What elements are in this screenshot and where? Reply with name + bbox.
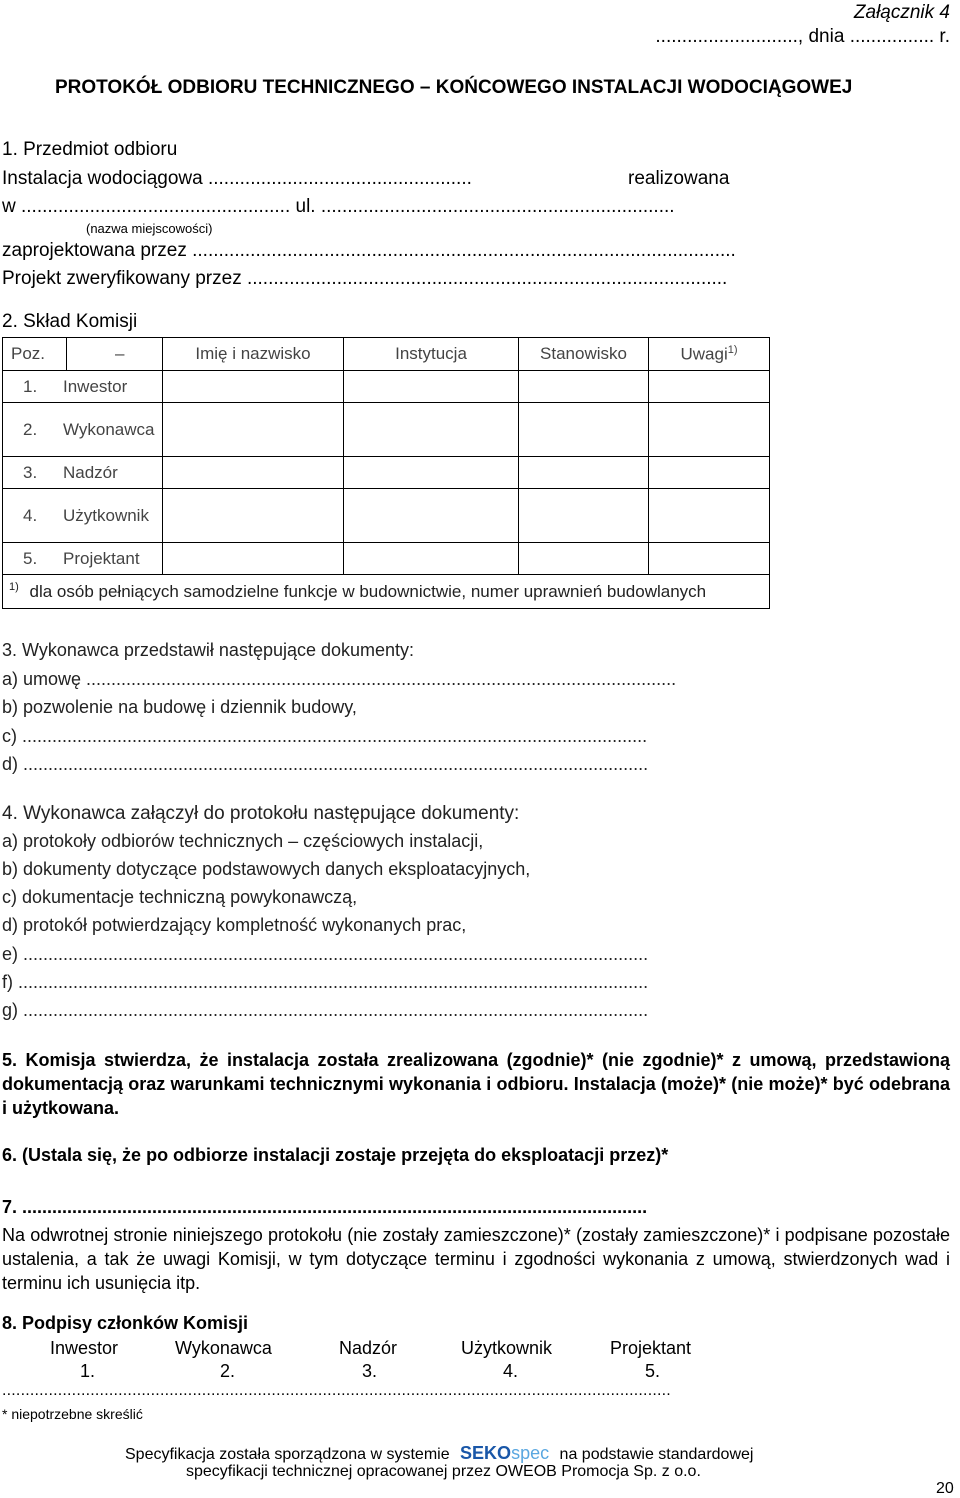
row-role: Projektant: [63, 548, 140, 568]
signature-number: 1.: [80, 1361, 96, 1381]
footer-line2: specyfikacji technicznej opracowanej przez OWEOB Promocja Sp. z o.o.: [186, 1463, 701, 1480]
logo-seko: SEKO: [460, 1443, 512, 1463]
section1-line4: Projekt zweryfikowany przez ...........................................................................................: [2, 268, 728, 289]
footer-line1: [125, 1443, 753, 1464]
section1-line2: w ................................................... ul. ...................................................................: [2, 196, 675, 217]
section3-item: d) .............................................................................................................................: [2, 754, 649, 774]
cell: [519, 403, 649, 457]
section4-item: b) dokumenty dotyczące podstawowych danych eksploatacyjnych,: [2, 859, 531, 879]
section8-heading: 8. Podpisy członków Komisji: [2, 1313, 249, 1333]
section3-item: a) umowę ......................................................................................................................: [2, 669, 677, 689]
signature-name: Nadzór: [339, 1338, 398, 1358]
section3-heading: 3. Wykonawca przedstawił następujące dokumenty:: [2, 640, 415, 660]
section3-item: c) .............................................................................................................................: [2, 726, 648, 746]
committee-table: [2, 337, 770, 609]
signature-number: 3.: [362, 1361, 378, 1381]
cell: [163, 403, 344, 457]
col-position: Stanowisko: [519, 338, 649, 371]
row-role: Nadzór: [63, 462, 118, 482]
cell: [649, 543, 770, 575]
table-footnote: [3, 575, 770, 609]
cell: [649, 403, 770, 457]
section4-item: g) .............................................................................................................................: [2, 1000, 649, 1020]
cell: [344, 403, 519, 457]
col-institution: Instytucja: [344, 338, 519, 371]
signature-name: Inwestor: [50, 1338, 119, 1358]
cell: [344, 457, 519, 489]
section1-line1: Instalacja wodociągowa ..................................................: [2, 168, 472, 189]
cell: [519, 489, 649, 543]
row-number: 5.: [23, 548, 38, 568]
section4-item: e) .............................................................................................................................: [2, 944, 649, 964]
document-title: PROTOKÓŁ ODBIORU TECHNICZNEGO – KOŃCOWEGO INSTALACJI WODOCIĄGOWEJ: [55, 77, 853, 98]
table-row: [3, 457, 163, 489]
section4-item: a) protokoły odbiorów technicznych – częściowych instalacji,: [2, 831, 484, 851]
row-number: 4.: [23, 505, 38, 525]
cell: [344, 489, 519, 543]
footer-text: na podstawie standardowej: [559, 1446, 754, 1463]
row-role: Inwestor: [63, 376, 128, 396]
cell: [163, 489, 344, 543]
footnote-text: dla osób pełniących samodzielne funkcje w budownictwie, numer uprawnień budowlanych: [29, 581, 707, 601]
col-dash: –: [115, 344, 125, 363]
cell: [163, 457, 344, 489]
section7-heading: 7. .............................................................................................................................: [2, 1197, 648, 1217]
cell: [163, 371, 344, 403]
col-remarks: [649, 338, 770, 371]
section1-line1-right: realizowana: [628, 168, 730, 189]
row-number: 1.: [23, 376, 38, 396]
row-role: Wykonawca: [63, 419, 155, 439]
section4-heading: 4. Wykonawca załączył do protokołu następujące dokumenty:: [2, 803, 520, 824]
col-role: [67, 338, 163, 371]
place-hint: (nazwa miejscowości): [86, 221, 213, 236]
row-number: 2.: [23, 419, 38, 439]
table-row: [3, 543, 163, 575]
section1-heading: 1. Przedmiot odbioru: [2, 139, 178, 160]
section3-item: b) pozwolenie na budowę i dziennik budowy,: [2, 697, 357, 717]
row-role: Użytkownik: [63, 505, 149, 525]
signature-dots: ................................................................................................................................................: [2, 1382, 671, 1399]
section7-text: Na odwrotnej stronie niniejszego protokołu (nie zostały zamieszczone)* (zostały zamieszczone)* i podpisane pozostałe ustalenia, a tak że uwagi Komisji, w tym dotyczące terminu i zgodności wykonania z umową, stwierdzonych wad i terminu ich usunięcia itp.: [2, 1225, 950, 1293]
date-line: ..........................., dnia ................ r.: [655, 26, 950, 47]
attachment-label: Załącznik 4: [853, 2, 950, 23]
signature-number: 2.: [220, 1361, 236, 1381]
cell: [519, 457, 649, 489]
logo-spec: spec: [511, 1443, 550, 1463]
section4-item: f) ..............................................................................................................................: [2, 972, 649, 992]
cell: [649, 489, 770, 543]
signature-name: Wykonawca: [175, 1338, 272, 1358]
section4-item: d) protokół potwierdzający kompletność wykonanych prac,: [2, 915, 467, 935]
section4-item: c) dokumentacje techniczną powykonawczą,: [2, 887, 358, 907]
cell: [519, 543, 649, 575]
cell: [649, 457, 770, 489]
table-row: [3, 489, 163, 543]
section2-heading: 2. Skład Komisji: [2, 311, 138, 332]
cell: [649, 371, 770, 403]
table-row: [3, 371, 163, 403]
signature-number: 4.: [503, 1361, 519, 1381]
col-remarks-sup: 1): [727, 343, 738, 356]
signature-number: 5.: [645, 1361, 661, 1381]
cell: [519, 371, 649, 403]
footnote-star: * niepotrzebne skreślić: [2, 1406, 143, 1422]
footnote-sup: 1): [9, 581, 19, 594]
section6-text: 6. (Ustala się, że po odbiorze instalacji zostaje przejęta do eksploatacji przez)*: [2, 1145, 669, 1165]
footer-text: Specyfikacja została sporządzona w systemie: [125, 1446, 450, 1463]
section5-text: 5. Komisja stwierdza, że instalacja została zrealizowana (zgodnie)* (nie zgodnie)* z umową, przedstawioną dokumentacją oraz warunkami technicznymi wykonania i odbioru. Instalacja (może)* (nie może)* być odebrana i użytkowana.: [2, 1050, 950, 1118]
cell: [163, 543, 344, 575]
signature-name: Projektant: [610, 1338, 692, 1358]
col-poz: Poz.: [3, 338, 67, 371]
section1-line3: zaprojektowana przez .......................................................................................................: [2, 240, 736, 261]
row-number: 3.: [23, 462, 38, 482]
sekospec-logo: [454, 1443, 555, 1463]
cell: [344, 543, 519, 575]
col-remarks-label: Uwagi: [680, 344, 728, 364]
signature-name: Użytkownik: [461, 1338, 553, 1358]
cell: [344, 371, 519, 403]
table-row: [3, 403, 163, 457]
page-number: 20: [936, 1480, 954, 1497]
col-name: Imię i nazwisko: [163, 338, 344, 371]
